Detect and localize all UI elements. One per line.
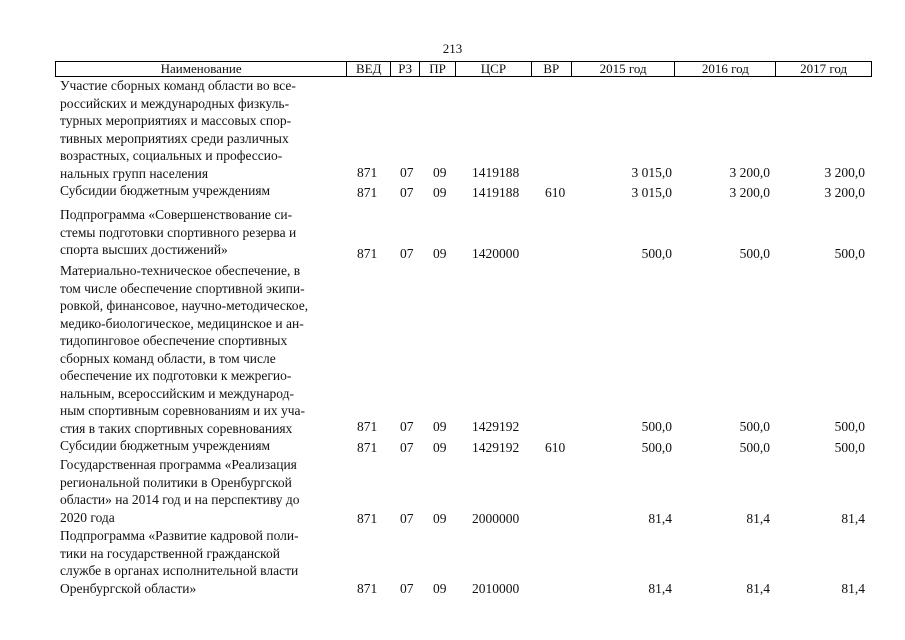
row-name-line: службе в органах исполнительной власти [60, 563, 299, 578]
y2017-cell: 500,0 [834, 440, 865, 455]
row-name-line: Субсидии бюджетным учреждениям [60, 183, 271, 198]
y2016-cell: 3 200,0 [729, 185, 770, 200]
ved-cell: 871 [357, 419, 378, 434]
header-2017: 2017 год [800, 61, 848, 76]
header-csr: ЦСР [456, 62, 532, 76]
row-name-line: медико-биологическое, медицинское и ан- [60, 315, 304, 331]
row-name-line: Субсидии бюджетным учреждениям [60, 438, 271, 453]
ved-cell: 871 [357, 246, 378, 261]
y2015-cell: 3 015,0 [631, 165, 672, 180]
rz-cell: 07 [400, 185, 414, 200]
csr-cell: 1429192 [472, 440, 520, 455]
rz-cell: 07 [400, 511, 414, 526]
ved-cell: 871 [357, 440, 378, 455]
row-name-line: ровкой, финансовое, научно-методическое, [60, 298, 309, 313]
row-name-line: Подпрограмма «Развитие кадровой поли- [60, 528, 299, 543]
y2015-cell: 81,4 [648, 581, 672, 596]
table-row [0, 437, 905, 456]
row-name-line: стия в таких спортивных соревнованиях [60, 420, 293, 436]
y2016-cell: 3 200,0 [729, 165, 770, 180]
rz-cell: 07 [400, 246, 414, 261]
header-rz: РЗ [391, 62, 420, 76]
y2016-cell: 81,4 [746, 511, 770, 526]
header-vr: ВР [532, 62, 572, 76]
table-row [0, 206, 905, 262]
pr-cell: 09 [433, 185, 447, 200]
csr-cell: 2000000 [472, 511, 520, 526]
pr-cell: 09 [433, 165, 447, 180]
row-name [60, 456, 348, 526]
row-name-line: том числе обеспечение спортивной экипи- [60, 280, 305, 296]
csr-cell: 2010000 [472, 581, 520, 596]
row-name-line: области» на 2014 год и на перспективу до [60, 492, 300, 507]
row-name [60, 437, 348, 455]
row-name-line: нальным, всероссийским и международ- [60, 385, 294, 401]
row-name-line: региональной политики в Оренбургской [60, 474, 292, 490]
header-2016: 2016 год [675, 62, 776, 76]
row-name-line: сборных команд области, в том числе [60, 350, 276, 366]
row-name-line: тидопинговое обеспечение спортивных [60, 333, 288, 348]
y2016-cell: 500,0 [739, 419, 770, 434]
row-name-line: стемы подготовки спортивного резерва и [60, 224, 297, 240]
table-row [0, 456, 905, 527]
header-pr: ПР [420, 62, 456, 76]
y2016-cell: 81,4 [746, 581, 770, 596]
header-name: Наименование [56, 62, 347, 76]
row-name-line: Подпрограмма «Совершенствование си- [60, 207, 293, 222]
pr-cell: 09 [433, 511, 447, 526]
row-name [60, 262, 348, 437]
vr-cell: 610 [545, 185, 566, 200]
row-name-line: ным спортивным соревнованиям и их уча- [60, 403, 306, 418]
vr-cell: 610 [545, 440, 566, 455]
y2017-cell: 81,4 [841, 511, 865, 526]
row-name-line: спорта высших достижений» [60, 242, 228, 257]
y2015-cell: 500,0 [641, 419, 672, 434]
row-name-line: тивных мероприятиях среди различных [60, 130, 289, 146]
y2015-cell: 3 015,0 [631, 185, 672, 200]
csr-cell: 1429192 [472, 419, 520, 434]
rz-cell: 07 [400, 419, 414, 434]
row-name-line: 2020 года [60, 509, 115, 525]
y2015-cell: 81,4 [648, 511, 672, 526]
row-name-line: тики на государственной гражданской [60, 545, 280, 561]
row-name-line: возрастных, социальных и профессио- [60, 148, 283, 163]
row-name [60, 527, 348, 597]
csr-cell: 1420000 [472, 246, 520, 261]
y2015-cell: 500,0 [641, 440, 672, 455]
y2015-cell: 500,0 [641, 246, 672, 261]
row-name-line: нальных групп населения [60, 165, 209, 181]
y2016-cell: 500,0 [739, 246, 770, 261]
csr-cell: 1419188 [472, 165, 520, 180]
pr-cell: 09 [433, 581, 447, 596]
row-name [60, 206, 348, 259]
row-name-line: турных мероприятиях и массовых спор- [60, 113, 292, 128]
csr-cell: 1419188 [472, 185, 520, 200]
table-row [0, 182, 905, 201]
y2017-cell: 3 200,0 [824, 185, 865, 200]
table-row [0, 77, 905, 181]
pr-cell: 09 [433, 246, 447, 261]
pr-cell: 09 [433, 440, 447, 455]
table-header [55, 61, 872, 77]
table-row [0, 262, 905, 435]
row-name-line: Материально-техническое обеспечение, в [60, 263, 301, 278]
row-name-line: Оренбургской области» [60, 580, 197, 596]
header-ved: ВЕД [347, 62, 391, 76]
row-name-line: Государственная программа «Реализация [60, 457, 297, 472]
rz-cell: 07 [400, 440, 414, 455]
y2017-cell: 500,0 [834, 246, 865, 261]
y2017-cell: 3 200,0 [824, 165, 865, 180]
page-number: 213 [442, 41, 463, 56]
y2016-cell: 500,0 [739, 440, 770, 455]
ved-cell: 871 [357, 165, 378, 180]
header-2015: 2015 год [572, 62, 676, 76]
row-name [60, 182, 348, 200]
y2017-cell: 81,4 [841, 581, 865, 596]
ved-cell: 871 [357, 581, 378, 596]
ved-cell: 871 [357, 511, 378, 526]
row-name-line: обеспечение их подготовки к межрегио- [60, 368, 292, 383]
row-name-line: российских и международных физкуль- [60, 95, 290, 111]
row-name [60, 77, 348, 182]
pr-cell: 09 [433, 419, 447, 434]
table-row [0, 527, 905, 597]
rz-cell: 07 [400, 581, 414, 596]
ved-cell: 871 [357, 185, 378, 200]
rz-cell: 07 [400, 165, 414, 180]
row-name-line: Участие сборных команд области во все- [60, 78, 296, 93]
y2017-cell: 500,0 [834, 419, 865, 434]
